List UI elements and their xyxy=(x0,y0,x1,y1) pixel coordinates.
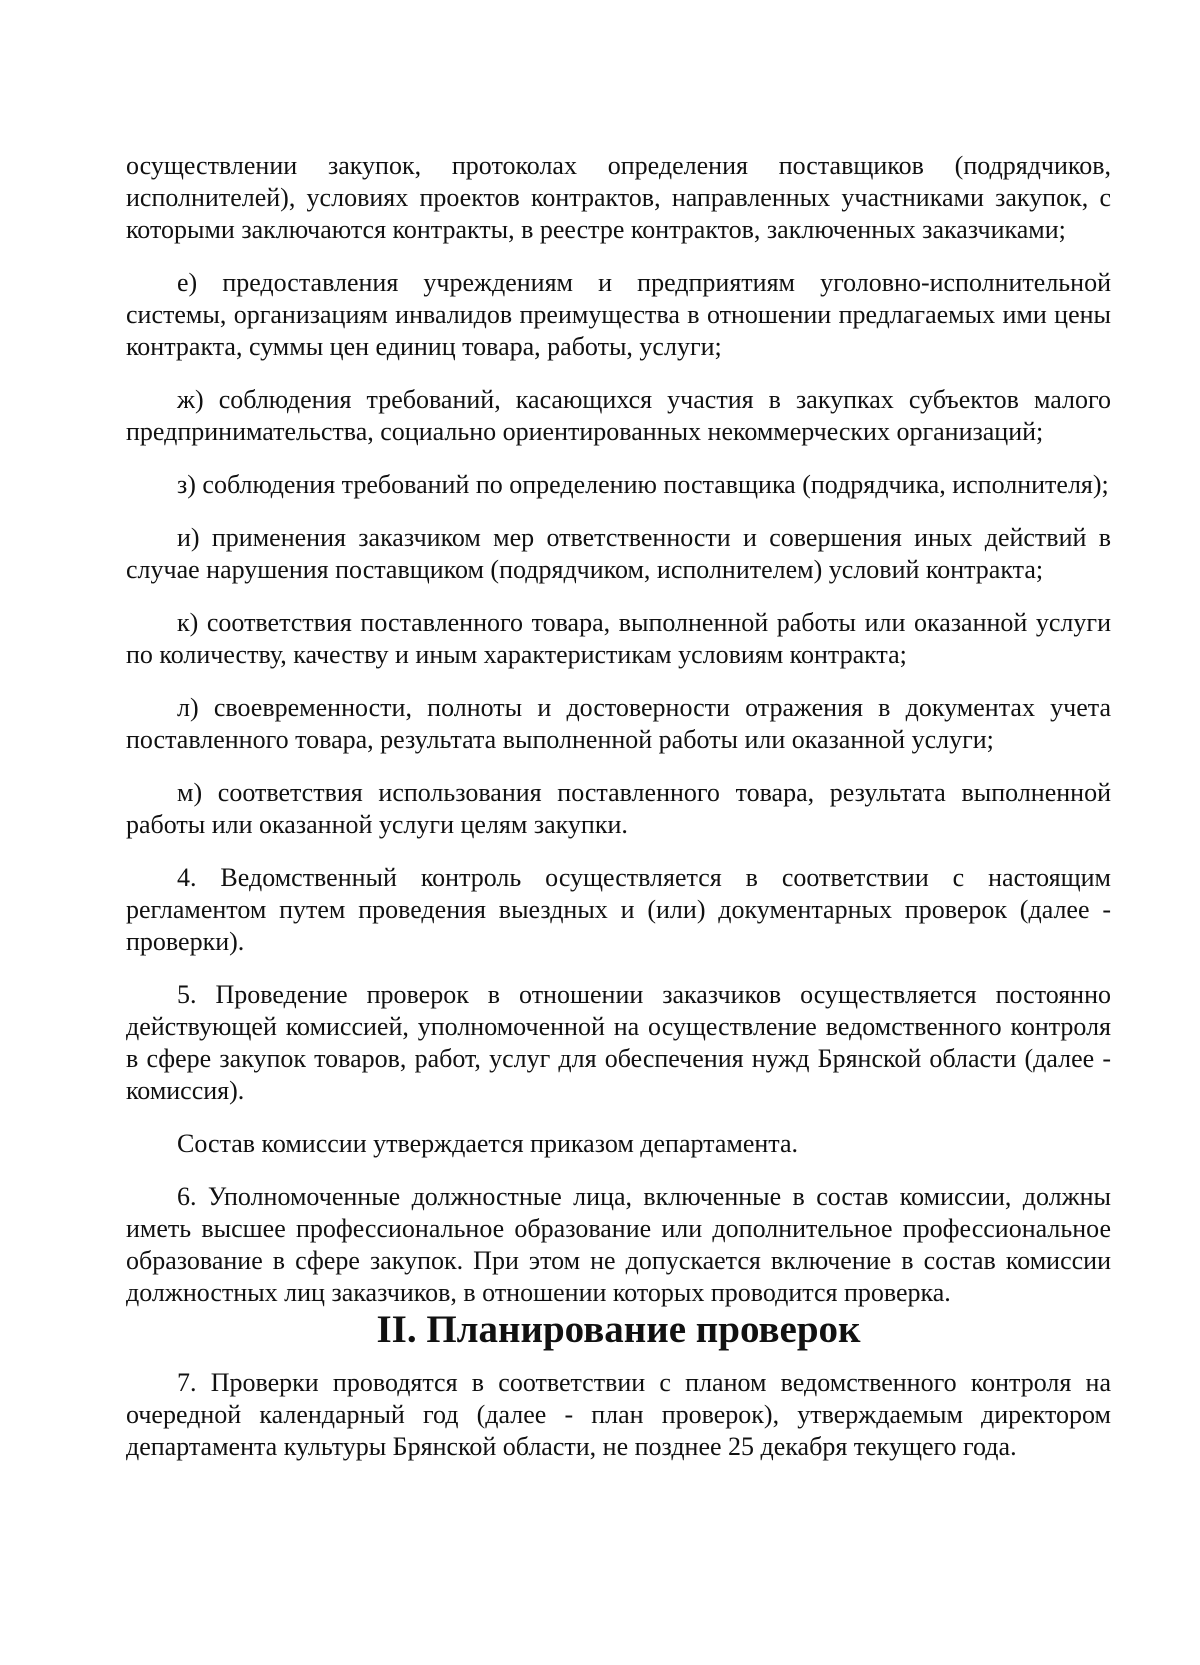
paragraph-clause-6: 6. Уполномоченные должностные лица, включенные в состав комиссии, должны иметь высшее профессиональное образование или дополнительное профессиональное образование в сфере закупок. При этом не допускается включение в состав комиссии должностных лиц заказчиков, в отношении которых проводится проверка. xyxy=(126,1182,1111,1307)
paragraph-item-k: к) соответствия поставленного товара, выполненной работы или оказанной услуги по количеству, качеству и иным характеристикам условиям контракта; xyxy=(126,608,1111,669)
paragraph-commission-composition: Состав комиссии утверждается приказом департамента. xyxy=(177,1129,799,1158)
paragraph-clause-7: 7. Проверки проводятся в соответствии с планом ведомственного контроля на очередной календарный год (далее - план проверок), утверждаемым директором департамента культуры Брянской области, не позднее 25 декабря текущего года. xyxy=(126,1368,1111,1461)
paragraph-item-z: з) соблюдения требований по определению поставщика (подрядчика, исполнителя); xyxy=(177,470,1109,499)
paragraph-item-i: и) применения заказчиком мер ответственности и совершения иных действий в случае нарушения поставщиком (подрядчиком, исполнителем) условий контракта; xyxy=(126,523,1111,584)
paragraph-item-l: л) своевременности, полноты и достоверности отражения в документах учета поставленного товара, результата выполненной работы или оказанной услуги; xyxy=(126,693,1111,754)
paragraph-item-zh: ж) соблюдения требований, касающихся участия в закупках субъектов малого предпринимательства, социально ориентированных некоммерческих организаций; xyxy=(126,385,1111,446)
section-heading: II. Планирование проверок xyxy=(376,1308,861,1351)
paragraph-item-e: е) предоставления учреждениям и предприятиям уголовно-исполнительной системы, организациям инвалидов преимущества в отношении предлагаемых ими цены контракта, суммы цен единиц товара, работы, услуги; xyxy=(126,268,1111,361)
document-body xyxy=(126,150,1111,1484)
paragraph-clause-5: 5. Проведение проверок в отношении заказчиков осуществляется постоянно действующей комиссией, уполномоченной на осуществление ведомственного контроля в сфере закупок товаров, работ, услуг для обеспечения нужд Брянской области (далее - комиссия). xyxy=(126,980,1111,1105)
paragraph-continuation: осуществлении закупок, протоколах определения поставщиков (подрядчиков, исполнителей), условиях проектов контрактов, направленных участниками закупок, с которыми заключаются контракты, в реестре контрактов, заключенных заказчиками; xyxy=(126,151,1111,244)
paragraph-clause-4: 4. Ведомственный контроль осуществляется в соответствии с настоящим регламентом путем проведения выездных и (или) документарных проверок (далее - проверки). xyxy=(126,863,1111,956)
paragraph-item-m: м) соответствия использования поставленного товара, результата выполненной работы или оказанной услуги целям закупки. xyxy=(126,778,1111,839)
